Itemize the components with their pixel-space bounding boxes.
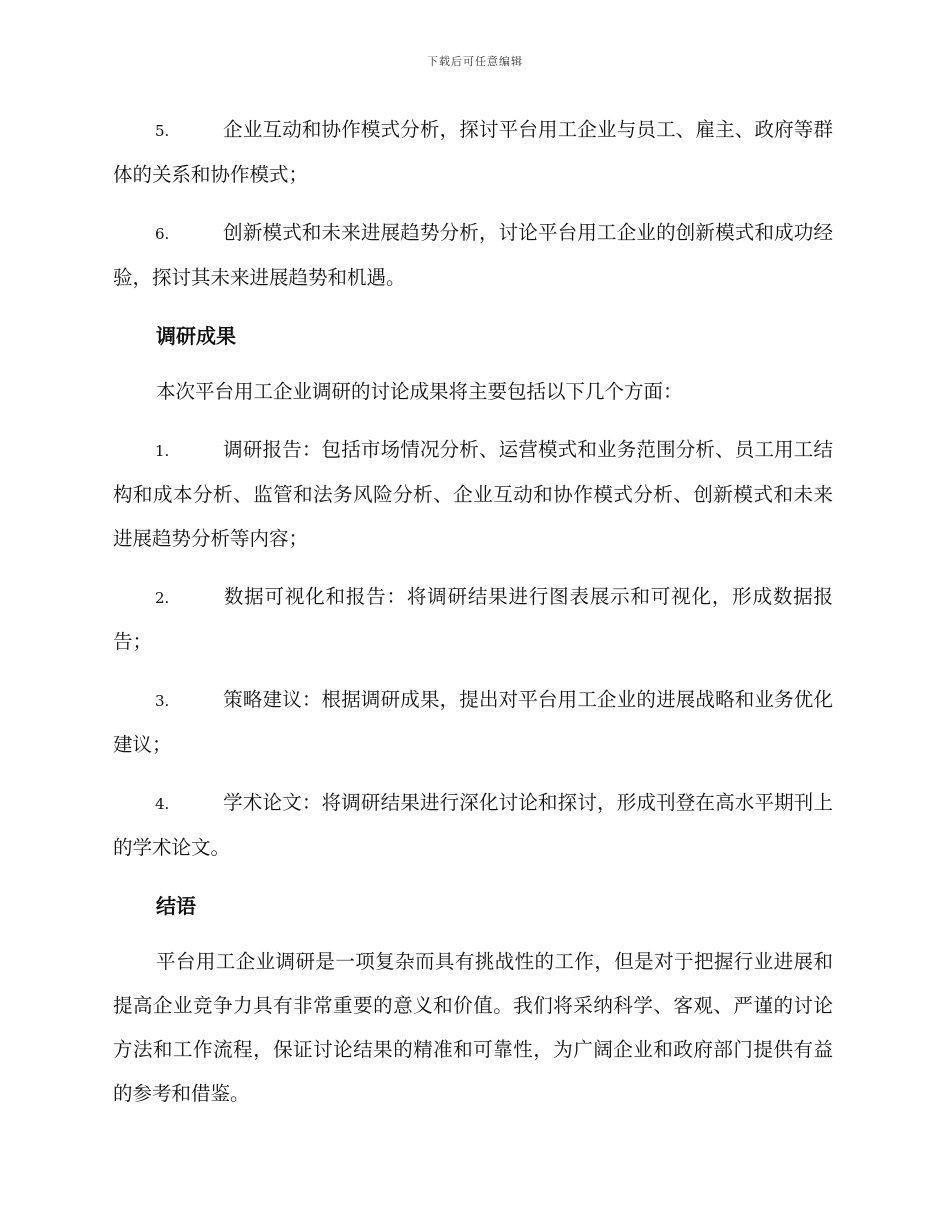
- list-item-number: 6.: [155, 225, 170, 243]
- list-item-number: 5.: [155, 122, 170, 140]
- section-heading-conclusion: 结语: [156, 894, 196, 918]
- list-item-text: 策略建议：根据调研成果，提出对平台用工企业的进展战略和业务优化建议；: [113, 688, 833, 756]
- results-intro: 本次平台用工企业调研的讨论成果将主要包括以下几个方面：: [156, 380, 683, 403]
- list-item-number: 3.: [155, 692, 170, 710]
- list-item-number: 4.: [155, 795, 170, 813]
- conclusion-paragraph: 平台用工企业调研是一项复杂而具有挑战性的工作，但是对于把握行业进展和提高企业竞争力具有非常重要的意义和价值。我们将采纳科学、客观、严谨的讨论方法和工作流程，保证讨论结果的精准和可靠性，为广阔企业和政府部门提供有益的参考和借鉴。: [113, 950, 833, 1105]
- list-item-text: 学术论文：将调研结果进行深化讨论和探讨，形成刊登在高水平期刊上的学术论文。: [113, 791, 833, 859]
- section-heading-results: 调研成果: [156, 324, 236, 348]
- list-item-text: 数据可视化和报告：将调研结果进行图表展示和可视化，形成数据报告；: [113, 585, 833, 653]
- list-item-text: 企业互动和协作模式分析，探讨平台用工企业与员工、雇主、政府等群体的关系和协作模式；: [113, 118, 833, 186]
- list-item: [113, 428, 833, 561]
- list-item-number: 2.: [155, 589, 170, 607]
- list-item: [113, 781, 833, 870]
- list-item-text: 调研报告：包括市场情况分析、运营模式和业务范围分析、员工用工结构和成本分析、监管和法务风险分析、企业互动和协作模式分析、创新模式和未来进展趋势分析等内容；: [113, 438, 833, 550]
- list-item: [113, 211, 833, 300]
- list-item-text: 创新模式和未来进展趋势分析，讨论平台用工企业的创新模式和成功经验，探讨其未来进展趋势和机遇。: [113, 221, 833, 289]
- list-item: [113, 108, 833, 197]
- list-item-number: 1.: [155, 442, 170, 460]
- document-body: [113, 108, 833, 1130]
- list-item: [113, 575, 833, 664]
- list-item: [113, 678, 833, 767]
- page-header-note: 下载后可任意编辑: [427, 55, 523, 68]
